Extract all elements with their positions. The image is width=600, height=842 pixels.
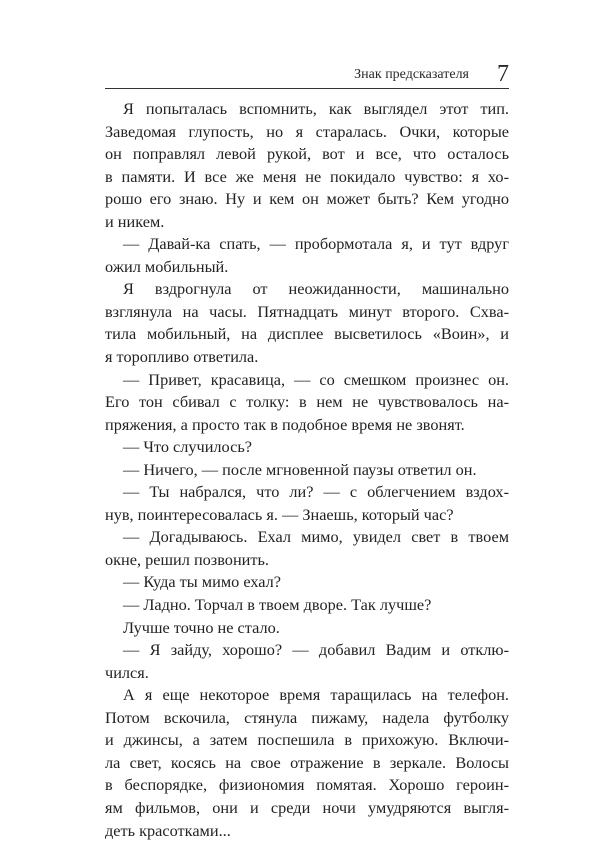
text-line: чился.	[105, 662, 509, 685]
text-line: окне, решил позвонить.	[105, 549, 509, 572]
text-line: — Привет, красавица, — со смешком произнес он.	[105, 369, 509, 392]
text-line: пряжения, а просто так в подобное время не звонят.	[105, 414, 509, 437]
text-line: Заведомая глупость, но я старалась. Очки, которые	[105, 121, 509, 144]
text-line: — Ты набрался, что ли? — с облегчением вздох-	[105, 481, 509, 504]
text-line: — Ничего, — после мгновенной паузы ответил он.	[105, 459, 509, 482]
text-line: Я попыталась вспомнить, как выглядел этот тип.	[105, 98, 509, 121]
text-line: и никем.	[105, 211, 509, 234]
body-text	[105, 98, 509, 842]
text-line: А я еще некоторое время таращилась на телефон.	[105, 684, 509, 707]
page-number: 7	[497, 62, 509, 86]
text-line: — Давай-ка спать, — пробормотала я, и тут вдруг	[105, 233, 509, 256]
text-line: я торопливо ответила.	[105, 346, 509, 369]
text-line: в беспорядке, физиономия помятая. Хорошо героин-	[105, 774, 509, 797]
text-line: Его тон сбивал с толку: в нем не чувствовалось на-	[105, 391, 509, 414]
text-line: взглянула на часы. Пятнадцать минут второго. Схва-	[105, 301, 509, 324]
text-line: — Догадываюсь. Ехал мимо, увидел свет в твоем	[105, 526, 509, 549]
text-line: ям фильмов, они и среди ночи умудряются выгля-	[105, 797, 509, 820]
text-line: Лучше точно не стало.	[105, 617, 509, 640]
text-line: и джинсы, а затем поспешила в прихожую. Включи-	[105, 729, 509, 752]
text-line: деть красотками...	[105, 820, 509, 842]
text-line: он поправлял левой рукой, вот и все, что осталось	[105, 143, 509, 166]
text-line: — Я зайду, хорошо? — добавил Вадим и отклю-	[105, 639, 509, 662]
text-line: нув, поинтересовалась я. — Знаешь, который час?	[105, 504, 509, 527]
page-header	[105, 58, 509, 89]
text-line: — Что случилось?	[105, 436, 509, 459]
text-line: Потом вскочила, стянула пижаму, надела футболку	[105, 707, 509, 730]
text-line: — Куда ты мимо ехал?	[105, 571, 509, 594]
text-line: рошо его знаю. Ну и кем он может быть? Кем угодно	[105, 188, 509, 211]
text-line: тила мобильный, на дисплее высветилось «Воин», и	[105, 323, 509, 346]
text-line: в памяти. И все же меня не покидало чувство: я хо-	[105, 166, 509, 189]
text-line: ла свет, косясь на свое отражение в зеркале. Волосы	[105, 752, 509, 775]
text-line: Я вздрогнула от неожиданности, машинально	[105, 278, 509, 301]
running-title: Знак предсказателя	[354, 67, 469, 83]
text-line: ожил мобильный.	[105, 256, 509, 279]
text-line: — Ладно. Торчал в твоем дворе. Так лучше?	[105, 594, 509, 617]
